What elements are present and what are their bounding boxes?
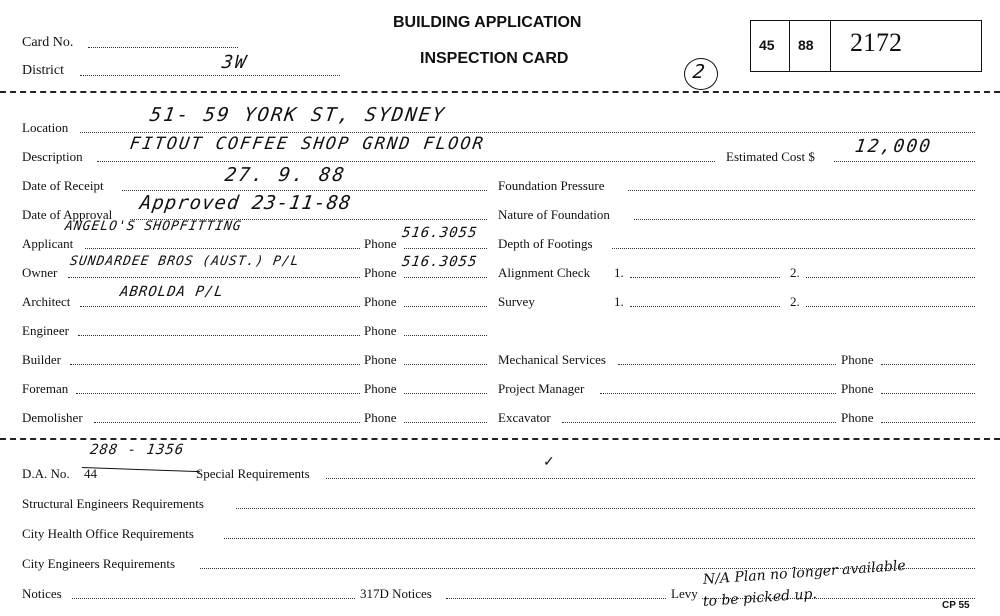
alignment-check-label: Alignment Check bbox=[498, 265, 591, 280]
estimated-cost-label: Estimated Cost $ bbox=[726, 149, 815, 164]
alignment-item2-label: 2. bbox=[790, 265, 800, 280]
builder-label: Builder bbox=[22, 352, 61, 367]
applicant-label: Applicant bbox=[22, 236, 74, 251]
excavator-label: Excavator bbox=[498, 410, 551, 425]
project-manager-label: Project Manager bbox=[498, 381, 585, 396]
health-line[interactable] bbox=[224, 538, 975, 539]
architect-label: Architect bbox=[22, 294, 71, 309]
structural-label: Structural Engineers Requirements bbox=[22, 496, 204, 511]
da-no-label: D.A. No. bbox=[22, 466, 70, 481]
levy-label: Levy bbox=[671, 586, 698, 601]
alignment-item1-label: 1. bbox=[614, 265, 624, 280]
survey-item1-label: 1. bbox=[614, 294, 624, 309]
estimated-cost-line[interactable] bbox=[834, 161, 975, 162]
mechanical-phone-line[interactable] bbox=[881, 364, 975, 365]
survey-item2-line[interactable] bbox=[806, 306, 975, 307]
location-value: 51- 59 YORK ST, SYDNEY bbox=[148, 104, 448, 126]
special-requirements-line[interactable] bbox=[326, 478, 975, 479]
strike-line bbox=[82, 467, 200, 472]
title-line2: INSPECTION CARD bbox=[420, 50, 569, 67]
district-line[interactable] bbox=[80, 75, 340, 76]
excavator-phone-label: Phone bbox=[841, 410, 874, 425]
owner-value: SUNDARDEE BROS (AUST.) P/L bbox=[68, 254, 301, 269]
depth-footings-line[interactable] bbox=[612, 248, 975, 249]
nature-foundation-label: Nature of Foundation bbox=[498, 207, 610, 222]
foreman-line[interactable] bbox=[76, 393, 360, 394]
317d-notices-line[interactable] bbox=[446, 598, 666, 599]
applicant-phone-line[interactable] bbox=[404, 248, 487, 249]
builder-phone-line[interactable] bbox=[404, 364, 487, 365]
structural-line[interactable] bbox=[236, 508, 975, 509]
date-receipt-value: 27. 9. 88 bbox=[223, 164, 348, 186]
header-separator bbox=[0, 91, 1000, 93]
foundation-pressure-label: Foundation Pressure bbox=[498, 178, 605, 193]
builder-line[interactable] bbox=[70, 364, 360, 365]
project-manager-line[interactable] bbox=[600, 393, 836, 394]
notices-line[interactable] bbox=[72, 598, 355, 599]
levy-note-line2: to be picked up. bbox=[702, 586, 818, 610]
alignment-item2-line[interactable] bbox=[806, 277, 975, 278]
levy-note-line1: N/A Plan no longer available bbox=[702, 557, 907, 588]
project-manager-phone-label: Phone bbox=[841, 381, 874, 396]
ref-divider-1 bbox=[789, 20, 790, 72]
foreman-phone-label: Phone bbox=[364, 381, 397, 396]
form-code: CP 55 bbox=[942, 600, 970, 611]
engineer-phone-label: Phone bbox=[364, 323, 397, 338]
estimated-cost-value: 12,000 bbox=[853, 136, 934, 157]
engineer-line[interactable] bbox=[78, 335, 360, 336]
builder-phone-label: Phone bbox=[364, 352, 397, 367]
depth-footings-label: Depth of Footings bbox=[498, 236, 593, 251]
ref-divider-2 bbox=[830, 20, 831, 72]
applicant-phone-label: Phone bbox=[364, 236, 397, 251]
description-label: Description bbox=[22, 149, 83, 164]
tick-mark: ✓ bbox=[543, 455, 555, 470]
owner-phone-line[interactable] bbox=[404, 277, 487, 278]
owner-phone-value: 516.3055 bbox=[400, 254, 479, 270]
title-line1: BUILDING APPLICATION bbox=[393, 14, 582, 31]
description-value: FITOUT COFFEE SHOP GRND FLOOR bbox=[128, 134, 487, 154]
demolisher-phone-line[interactable] bbox=[404, 422, 487, 423]
health-label: City Health Office Requirements bbox=[22, 526, 194, 541]
applicant-value: ANGELO'S SHOPFITTING bbox=[63, 219, 243, 234]
ref-number: 2172 bbox=[850, 28, 902, 57]
owner-line[interactable] bbox=[68, 277, 360, 278]
survey-item1-line[interactable] bbox=[630, 306, 780, 307]
demolisher-label: Demolisher bbox=[22, 410, 83, 425]
card-no-label: Card No. bbox=[22, 35, 74, 50]
owner-phone-label: Phone bbox=[364, 265, 397, 280]
survey-label: Survey bbox=[498, 294, 535, 309]
architect-line[interactable] bbox=[80, 306, 360, 307]
date-receipt-line[interactable] bbox=[122, 190, 487, 191]
description-line[interactable] bbox=[97, 161, 715, 162]
foreman-phone-line[interactable] bbox=[404, 393, 487, 394]
applicant-phone-value: 516.3055 bbox=[400, 225, 479, 241]
location-label: Location bbox=[22, 120, 69, 135]
architect-phone-label: Phone bbox=[364, 294, 397, 309]
mechanical-label: Mechanical Services bbox=[498, 352, 606, 367]
da-no-value: 288 - 1356 bbox=[88, 442, 186, 458]
requirements-separator bbox=[0, 438, 1000, 440]
excavator-phone-line[interactable] bbox=[881, 422, 975, 423]
excavator-line[interactable] bbox=[562, 422, 836, 423]
317d-notices-label: 317D Notices bbox=[360, 586, 432, 601]
nature-foundation-line[interactable] bbox=[634, 219, 975, 220]
ref-box2: 88 bbox=[798, 37, 814, 53]
city-engineers-label: City Engineers Requirements bbox=[22, 556, 176, 571]
date-approval-label: Date of Approval bbox=[22, 207, 113, 222]
da-no-struck: 44 bbox=[84, 466, 97, 481]
demolisher-phone-label: Phone bbox=[364, 410, 397, 425]
applicant-line[interactable] bbox=[85, 248, 360, 249]
architect-value: ABROLDA P/L bbox=[118, 284, 225, 300]
notices-label: Notices bbox=[22, 586, 62, 601]
special-requirements-label: Special Requirements bbox=[196, 466, 310, 481]
date-receipt-label: Date of Receipt bbox=[22, 178, 104, 193]
district-value: 3W bbox=[220, 52, 250, 73]
engineer-phone-line[interactable] bbox=[404, 335, 487, 336]
circled-number: 2 bbox=[691, 61, 708, 83]
mechanical-line[interactable] bbox=[618, 364, 836, 365]
engineer-label: Engineer bbox=[22, 323, 69, 338]
location-line[interactable] bbox=[80, 132, 975, 133]
architect-phone-line[interactable] bbox=[404, 306, 487, 307]
project-manager-phone-line[interactable] bbox=[881, 393, 975, 394]
foreman-label: Foreman bbox=[22, 381, 69, 396]
foundation-pressure-line[interactable] bbox=[628, 190, 975, 191]
ref-box1: 45 bbox=[759, 37, 775, 53]
card-no-line[interactable] bbox=[88, 47, 238, 48]
demolisher-line[interactable] bbox=[94, 422, 360, 423]
owner-label: Owner bbox=[22, 265, 58, 280]
survey-item2-label: 2. bbox=[790, 294, 800, 309]
mechanical-phone-label: Phone bbox=[841, 352, 874, 367]
alignment-item1-line[interactable] bbox=[630, 277, 780, 278]
district-label: District bbox=[22, 63, 64, 78]
date-approval-value: Approved 23-11-88 bbox=[138, 192, 354, 214]
